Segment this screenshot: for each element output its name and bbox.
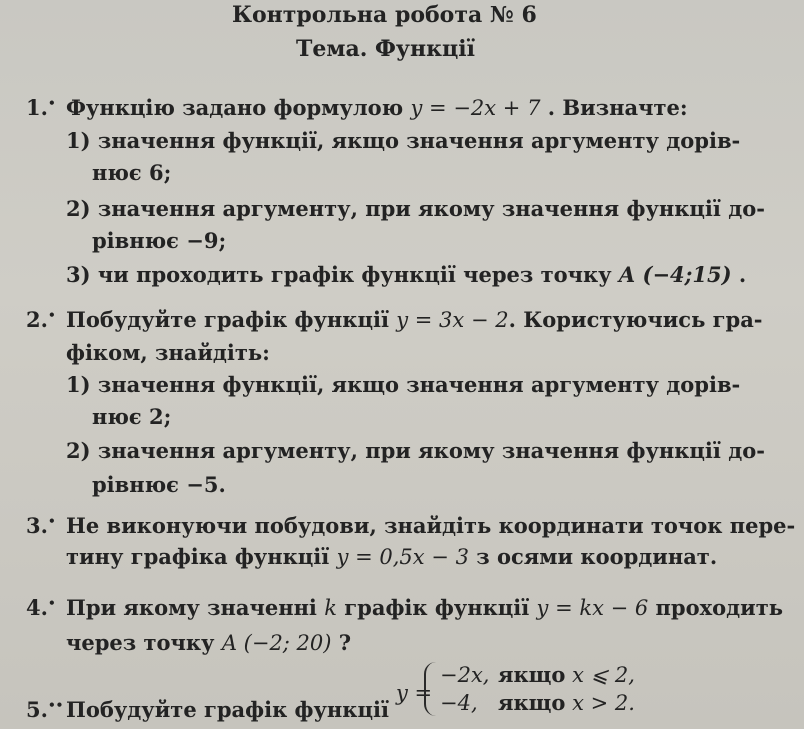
task-number: 1.• [26,95,56,120]
task-5: 5.•• Побудуйте графік функції [26,692,389,723]
task-number: 3.• [26,513,56,538]
task-1-item-1-line-2: нює 6; [92,160,172,185]
task-1-item-2-line-2: рівнює −9; [92,228,227,253]
task-3-line-2: тину графіка функції y = 0,5x − 3 з осями координат. [66,544,718,569]
task-1-item-3: 3) чи проходить графік функції через точку A (−4;15) . [66,262,747,287]
brace-icon [424,662,436,716]
task-2-item-1-line-1: 1) значення функції, якщо значення аргументу дорів- [66,372,741,397]
task-text-end: . Визначте: [540,95,688,120]
task-1-item-1-line-1: 1) значення функції, якщо значення аргументу дорів- [66,128,741,153]
task-2-item-1-line-2: нює 2; [92,404,172,429]
formula: y = kx − 6 [536,596,649,620]
task-number: 4.• [26,595,56,620]
task-2-line-2: фіком, знайдіть: [66,340,270,365]
doc-subtitle: Тема. Функції [296,36,475,62]
task-1 [26,90,688,121]
task-1-item-2-line-1: 2) значення аргументу, при якому значення функції до- [66,196,765,221]
task-number: 2.• [26,307,56,332]
case-2: −4, якщо x > 2. [440,690,635,715]
formula: y = 0,5x − 3 [336,545,469,569]
task-2-item-2-line-1: 2) значення аргументу, при якому значення функції до- [66,438,765,463]
piecewise-y: y = [396,681,433,705]
point: A (−2; 20) [221,631,332,655]
formula: y = −2x + 7 [410,96,541,120]
task-3: 3.• Не виконуючи побудови, знайдіть координати точок пере- [26,508,795,539]
task-text: Функцію задано формулою [66,95,411,120]
point: A (−4;15) [618,262,732,287]
formula: y = 3x − 2 [396,308,509,332]
case-1: −2x, якщо x ⩽ 2, [440,662,635,687]
task-number: 5.•• [26,697,64,722]
task-2-item-2-line-2: рівнює −5. [92,472,226,497]
task-2: 2.• Побудуйте графік функції y = 3x − 2. Користуючись гра- [26,302,763,333]
task-4-line-2: через точку A (−2; 20) ? [66,630,352,655]
task-4: 4.• При якому значенні k графік функції y = kx − 6 проходить [26,590,783,621]
doc-title: Контрольна робота № 6 [232,2,537,28]
